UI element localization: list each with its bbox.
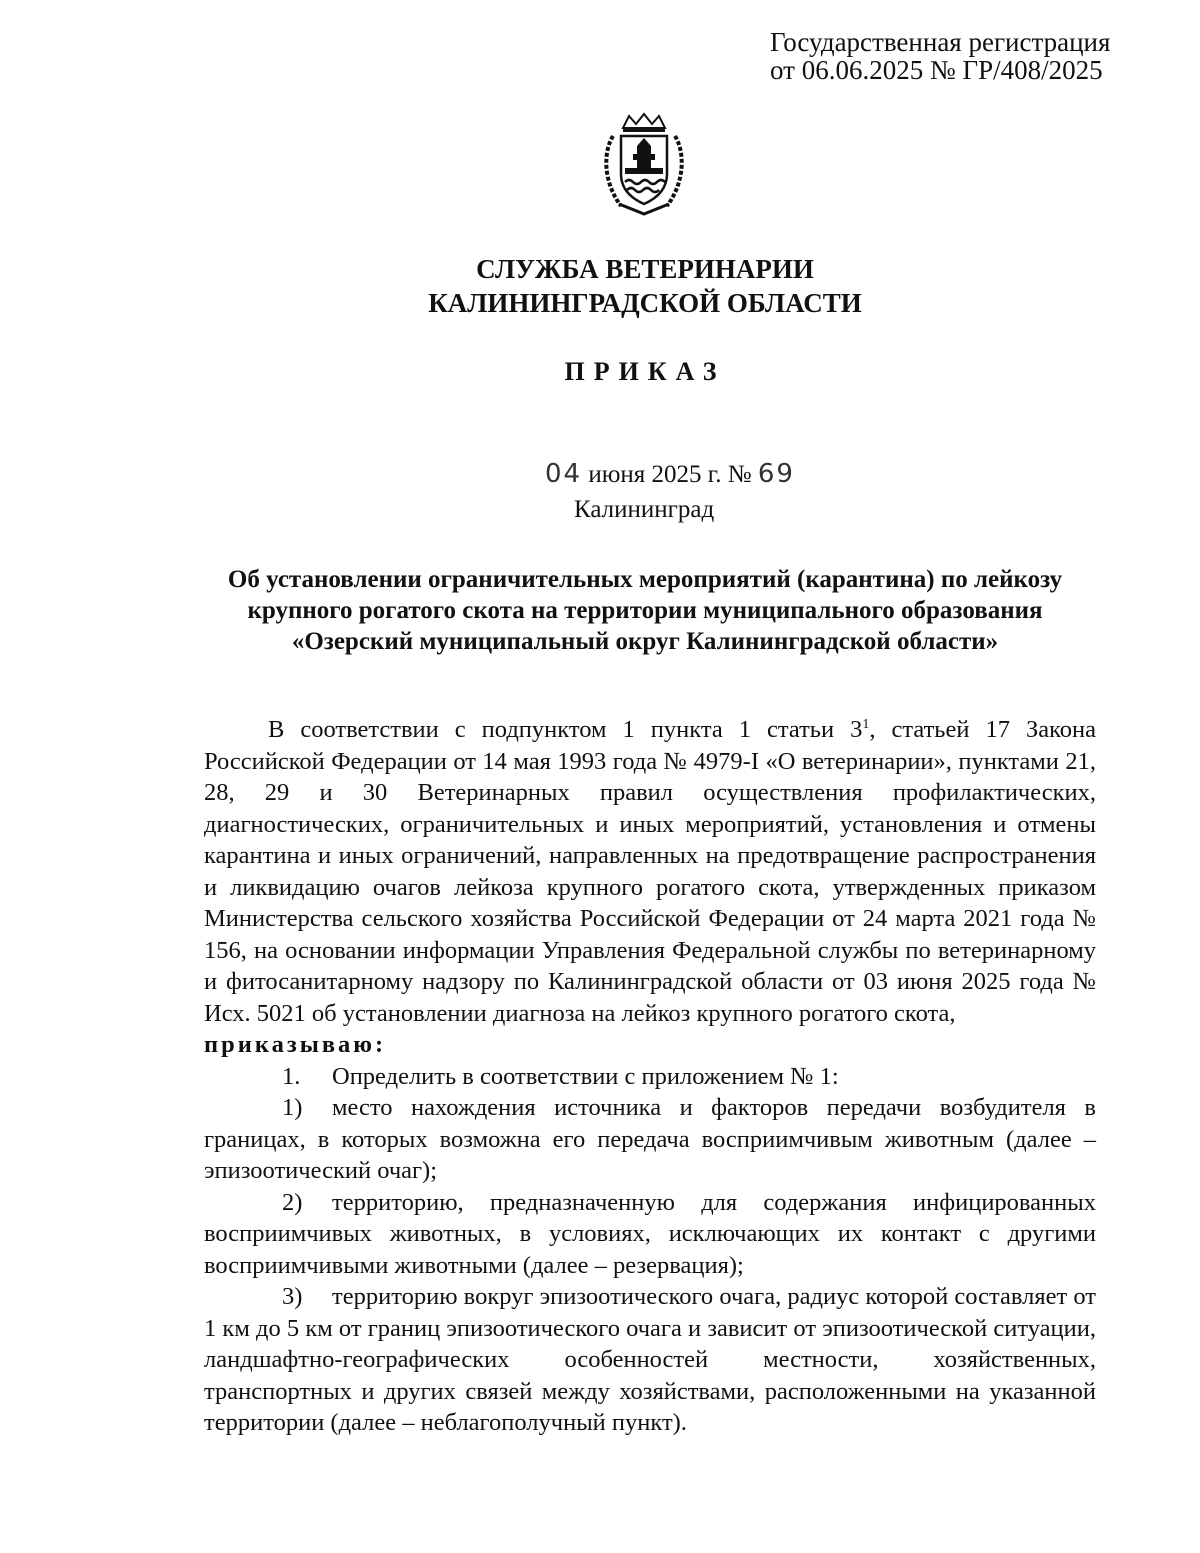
preamble-paragraph (204, 714, 1096, 1061)
document-date (545, 459, 795, 489)
document-type: ПРИКАЗ (564, 357, 726, 386)
preamble-text-a: В соответствии с подпунктом 1 пункта 1 статьи 3 (268, 716, 863, 743)
list-item-number: 2) (282, 1188, 303, 1216)
document-title-line-2: крупного рогатого скота на территории муниципального образования (247, 597, 1043, 624)
preamble-text-b: , статьей 17 Закона Российской Федерации от 14 мая 1993 года № 4979-I «О ветеринарии», пунктами 21, 28, 29 и 30 Ветеринарных правил осуществления профилактических, диагностических, ограничительных и иных мероприятий, установления и отмены карантина и иных ограничений, направленных на предотвращение распространения и ликвидацию очагов лейкоза крупного рогатого скота, утвержденных приказом Министерства сельского хозяйства Российской Федерации от 24 марта 2021 года № 156, на основании информации Управления Федеральной службы по ветеринарному и фитосанитарному надзору по Калининградской области от 03 июня 2025 года № Исх. 5021 об установлении диагноза на лейкоз крупного рогатого скота, (204, 716, 1096, 1027)
date-text: июня 2025 г. № (588, 461, 752, 488)
document-title-line-1: Об установлении ограничительных мероприятий (карантина) по лейкозу (227, 566, 1063, 593)
coat-of-arms-icon (601, 112, 687, 216)
organization-name-line-2: КАЛИНИНГРАДСКОЙ ОБЛАСТИ (428, 288, 862, 318)
list-item-text: Определить в соответствии с приложением № 1: (332, 1062, 839, 1090)
document-number-handwritten: 69 (757, 459, 795, 489)
registration-stamp (770, 28, 1170, 84)
registration-line-1: Государственная регистрация (770, 27, 1111, 57)
list-item-text: место нахождения источника и факторов передачи возбудителя в границах, в которых возможна его передача восприимчивым животным (далее – эпизоотический очаг); (204, 1094, 1096, 1184)
list-item-number: 1. (282, 1062, 301, 1090)
list-item (204, 1187, 1096, 1282)
list-item-text: территорию, предназначенную для содержания инфицированных восприимчивых животных, в условиях, исключающих их контакт с другими восприимчивыми животными (далее – резервация); (204, 1188, 1096, 1279)
document-city: Калининград (574, 496, 715, 523)
list-item (204, 1281, 1096, 1439)
list-item-number: 3) (282, 1283, 303, 1310)
list-item-number: 1) (282, 1094, 303, 1121)
list-item-text: территорию вокруг эпизоотического очага, радиус которой составляет от 1 км до 5 км от границ эпизоотического очага и зависит от эпизоотической ситуации, ландшафтно-географических особенностей местности, хозяйственных, транспортных и других связей между хозяйствами, расположенными на указанной территории (далее – неблагополучный пункт). (204, 1283, 1096, 1436)
orders-keyword: приказываю: (204, 1031, 387, 1058)
document-title-line-3: «Озерский муниципальный округ Калининградской области» (291, 628, 999, 655)
document-body (204, 714, 1096, 1439)
list-item (204, 1092, 1096, 1187)
organization-name-line-1: СЛУЖБА ВЕТЕРИНАРИИ (476, 254, 814, 284)
date-day-handwritten: 04 (545, 459, 583, 489)
article-superscript: 1 (862, 716, 870, 732)
registration-line-2: от 06.06.2025 № ГР/408/2025 (770, 55, 1103, 85)
list-item (204, 1061, 1096, 1093)
